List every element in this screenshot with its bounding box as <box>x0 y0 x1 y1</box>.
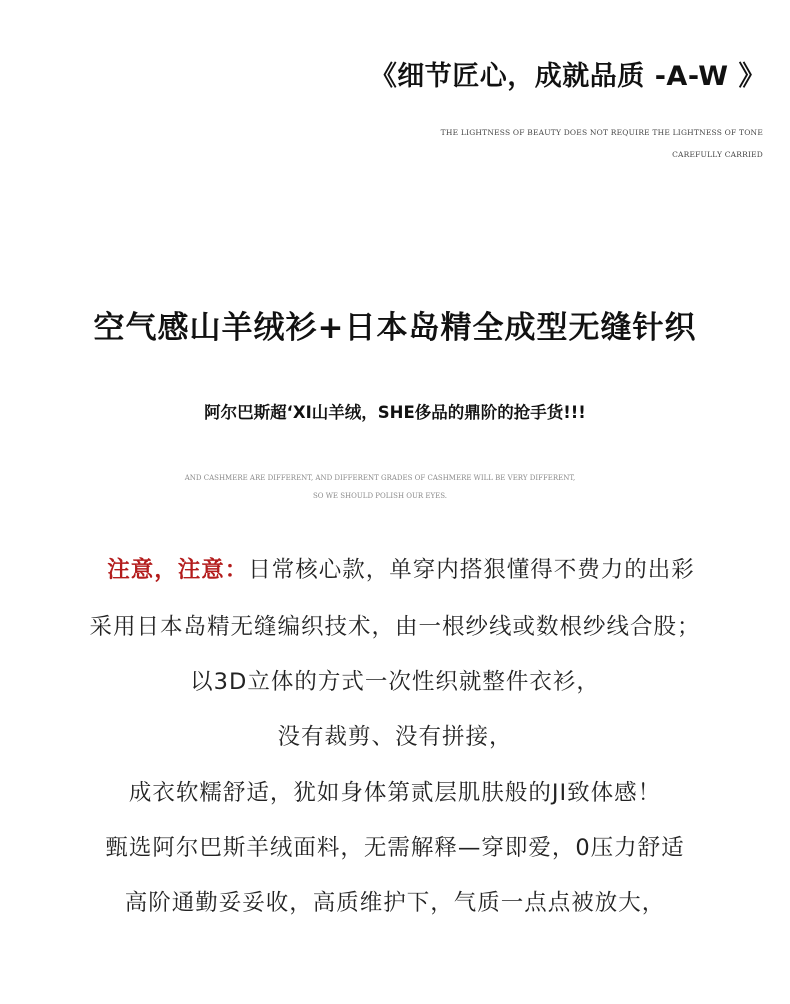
body-line-6: 甄选阿尔巴斯羊绒面料，无需解释—穿即爱，0压力舒适 <box>105 835 685 861</box>
english-caption-line1: AND CASHMERE ARE DIFFERENT, AND DIFFERENT GRADES OF CASHMERE WILL BE VERY DIFFERENT, <box>184 474 576 482</box>
english-caption-line2: SO WE SHOULD POLISH OUR EYES. <box>312 492 448 500</box>
product-subtitle: 阿尔巴斯超‘XI山羊绒，SHE侈品的鼎阶的抢手货!!! <box>204 403 586 422</box>
body-line-3: 以3D立体的方式一次性织就整件衣衫， <box>190 669 600 695</box>
attention-label: 注意，注意： <box>107 557 249 583</box>
body-line-2: 采用日本岛精无缝编织技术，由一根纱线或数根纱线合股； <box>89 614 701 640</box>
body-line-1-text: 日常核心款，单穿内搭狠懂得不费力的出彩 <box>248 557 695 583</box>
body-line-7: 高阶通勤妥妥收，高质维护下，气质一点点被放大， <box>124 890 666 916</box>
header-title: 《细节匠心，成就品质 -A-W 》 <box>369 61 766 92</box>
body-line-4: 没有裁剪、没有拼接， <box>277 724 513 750</box>
header-tagline-line1: THE LIGHTNESS OF BEAUTY DOES NOT REQUIRE THE LIGHTNESS OF TONE <box>440 128 763 137</box>
body-line-5: 成衣软糯舒适，犹如身体第贰层肌肤般的JI致体感！ <box>128 780 662 806</box>
product-title: 空气感山羊绒衫+日本岛精全成型无缝针织 <box>93 310 697 346</box>
header-tagline-line2: CAREFULLY CARRIED <box>672 150 763 159</box>
body-line-1 <box>6 552 790 584</box>
